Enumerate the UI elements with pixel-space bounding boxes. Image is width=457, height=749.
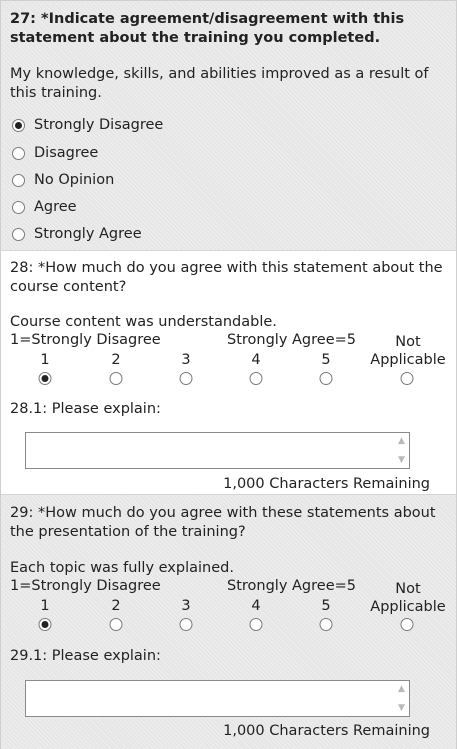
option-disagree[interactable] [12, 143, 98, 163]
radio-not-applicable[interactable] [401, 618, 414, 631]
radio-rating-4[interactable] [250, 372, 263, 385]
rating-number: 4 [251, 598, 261, 614]
rating-numbers [1, 598, 456, 616]
question-29-statement: Each topic was fully explained. [10, 560, 234, 576]
characters-remaining: 1,000 Characters Remaining [223, 476, 430, 492]
chevron-up-icon[interactable]: ▲ [398, 436, 405, 446]
question-28-statement: Course content was understandable. [10, 314, 277, 330]
chevron-down-icon[interactable]: ▼ [398, 455, 405, 465]
scale-high-label: Strongly Agree=5 [227, 332, 356, 348]
explain-textarea[interactable] [25, 680, 410, 717]
radio-strongly-agree[interactable] [12, 228, 25, 241]
rating-number: 2 [111, 352, 121, 368]
explain-label: 29.1: Please explain: [10, 648, 161, 664]
radio-rating-5[interactable] [320, 618, 333, 631]
chevron-up-icon[interactable]: ▲ [398, 684, 405, 694]
rating-number: 4 [251, 352, 261, 368]
rating-number: 5 [321, 598, 331, 614]
rating-number: 2 [111, 598, 121, 614]
radio-no-opinion[interactable] [12, 174, 25, 187]
radio-not-applicable[interactable] [401, 372, 414, 385]
not-applicable-line1: Not [395, 581, 421, 597]
option-strongly-agree[interactable] [12, 224, 142, 244]
scale-low-label: 1=Strongly Disagree [10, 578, 161, 594]
not-applicable-line2: Applicable [370, 352, 446, 368]
radio-rating-5[interactable] [320, 372, 333, 385]
question-29 [1, 495, 456, 749]
radio-disagree[interactable] [12, 147, 25, 160]
radio-rating-2[interactable] [110, 618, 123, 631]
not-applicable-line1: Not [395, 334, 421, 350]
rating-number: 3 [181, 352, 191, 368]
rating-number: 1 [40, 598, 50, 614]
question-29-title: 29: *How much do you agree with these statements about the presentation of the training? [10, 505, 436, 540]
option-label: No Opinion [34, 172, 115, 188]
option-label: Strongly Disagree [34, 117, 164, 133]
question-27 [1, 1, 456, 251]
option-no-opinion[interactable] [12, 170, 114, 190]
question-28 [1, 251, 456, 495]
option-strongly-disagree[interactable] [12, 115, 163, 135]
radio-rating-1[interactable] [39, 372, 52, 385]
question-27-title: 27: *Indicate agreement/disagreement with this statement about the training you completed. [10, 11, 405, 46]
scale-high-label: Strongly Agree=5 [227, 578, 356, 594]
question-27-statement: My knowledge, skills, and abilities improved as a result of this training. [10, 66, 429, 101]
scale-low-label: 1=Strongly Disagree [10, 332, 161, 348]
radio-rating-3[interactable] [180, 372, 193, 385]
radio-agree[interactable] [12, 201, 25, 214]
radio-rating-1[interactable] [39, 618, 52, 631]
characters-remaining: 1,000 Characters Remaining [223, 723, 430, 739]
rating-numbers [1, 352, 456, 370]
radio-strongly-disagree[interactable] [12, 119, 25, 132]
radio-rating-2[interactable] [110, 372, 123, 385]
not-applicable-line2: Applicable [370, 599, 446, 615]
explain-label: 28.1: Please explain: [10, 401, 161, 417]
rating-radios [1, 618, 456, 632]
option-agree[interactable] [12, 197, 77, 217]
option-label: Disagree [34, 145, 99, 161]
textarea-scrollbar[interactable] [394, 681, 409, 716]
radio-rating-4[interactable] [250, 618, 263, 631]
radio-rating-3[interactable] [180, 618, 193, 631]
explain-textarea[interactable] [25, 432, 410, 469]
option-label: Agree [34, 199, 77, 215]
textarea-scrollbar[interactable] [394, 433, 409, 468]
question-28-title: 28: *How much do you agree with this statement about the course content? [10, 260, 443, 295]
chevron-down-icon[interactable]: ▼ [398, 703, 405, 713]
rating-radios [1, 372, 456, 386]
rating-number: 5 [321, 352, 331, 368]
rating-number: 3 [181, 598, 191, 614]
option-label: Strongly Agree [34, 226, 142, 242]
rating-number: 1 [40, 352, 50, 368]
